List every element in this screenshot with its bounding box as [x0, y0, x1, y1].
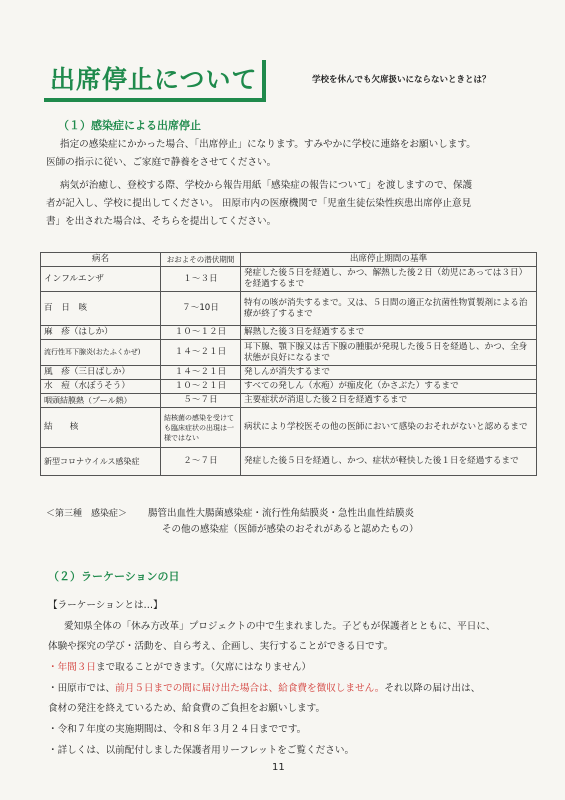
incubation-period: ７～10日: [161, 292, 241, 326]
page-title: 出席停止について: [50, 65, 258, 94]
incubation-period: ２～７日: [161, 448, 241, 476]
section1-line: 病気が治癒し、登校する際、学校から報告用紙「感染症の報告について」を渡しますので、保護: [60, 180, 473, 191]
page-number: 11: [272, 762, 285, 773]
table-row: [41, 448, 537, 476]
section1-line: 指定の感染症にかかった場合、「出席停止」になります。すみやかに学校に連絡をお願いします。: [60, 139, 476, 150]
section1-line: 書」を出された場合は、そちらを提出してください。: [46, 216, 277, 227]
suspension-criteria: すべての発しん（水疱）が痂皮化（かさぶた）するまで: [241, 380, 537, 394]
third-kind-label: ＜第三種 感染症＞: [46, 509, 128, 519]
table-row: [41, 394, 537, 408]
suspension-criteria: 特有の咳が消失するまで。又は、５日間の適正な抗菌性物質製剤による治療が終了するまで: [241, 292, 537, 326]
table-row: [41, 340, 537, 366]
disease-name: 新型コロナウイルス感染症: [41, 448, 161, 476]
section2-subheading: 【ラーケーションとは…】: [48, 600, 163, 611]
table-header: おおよその潜伏期間: [161, 253, 241, 267]
section2-paragraph: 体験や探究の学び・活動を、自ら考え、企画し、実行することができる日です。: [48, 641, 394, 652]
table-row: [41, 380, 537, 394]
section1-line: 者が記入し、学校に提出してください。 田原市内の医療機関で「児童生徒伝染性疾患出席停止意見: [46, 198, 472, 209]
table-header: 出席停止期間の基準: [241, 253, 537, 267]
highlight-text: ・年間３日: [48, 662, 96, 673]
table-header-row: [41, 253, 537, 267]
incubation-period: 結核菌の感染を受けても臨床症状の出現は一様ではない: [161, 408, 241, 448]
suspension-criteria: 解熱した後３日を経過するまで: [241, 326, 537, 340]
bullet-annual-days: ・年間３日まで取ることができます。（欠席にはなりません）: [48, 662, 312, 673]
incubation-period: １０～２１日: [161, 380, 241, 394]
third-kind-line: 腸管出血性大腸菌感染症・流行性角結膜炎・急性出血性結膜炎: [148, 508, 415, 519]
table-header: 病名: [41, 253, 161, 267]
disease-name: 水 痘（水ぼうそう）: [41, 380, 161, 394]
page-subtitle: 学校を休んでも欠席扱いにならないときとは？: [312, 75, 491, 85]
disease-name: インフルエンザ: [41, 267, 161, 292]
incubation-period: １４～２１日: [161, 366, 241, 380]
section2-paragraph: 愛知県全体の「休み方改革」プロジェクトの中で生まれました。子どもが保護者とともに、平日に、: [64, 621, 496, 632]
disease-name: 風 疹（三日ばしか）: [41, 366, 161, 380]
suspension-criteria: 発しんが消失するまで: [241, 366, 537, 380]
section1-line: 医師の指示に従い、ご家庭で静養をさせてください。: [46, 157, 277, 168]
table-row: [41, 366, 537, 380]
disease-name: 百 日 咳: [41, 292, 161, 326]
incubation-period: ５～７日: [161, 394, 241, 408]
highlight-text: 前月５日までの間に届け出た場合は、給食費を徴収しません。: [115, 683, 385, 694]
bullet-lunch-fee: ・田原市では、前月５日までの間に届け出た場合は、給食費を徴収しません。それ以降の届け出は、: [48, 683, 481, 694]
disease-table: [40, 252, 537, 476]
section2-heading: （２）ラーケーションの日: [48, 570, 180, 583]
table-row: [41, 292, 537, 326]
suspension-criteria: 発症した後５日を経過し、かつ、解熱した後２日（幼児にあっては３日）を経過するまで: [241, 267, 537, 292]
suspension-criteria: 耳下腺、顎下腺又は舌下腺の腫脹が発現した後５日を経過し、かつ、全身状態が良好になるまで: [241, 340, 537, 366]
third-kind-line: その他の感染症（医師が感染のおそれがあると認めたもの）: [162, 524, 419, 535]
disease-name: 結 核: [41, 408, 161, 448]
suspension-criteria: 病状により学校医その他の医師において感染のおそれがないと認めるまで: [241, 408, 537, 448]
bullet-period: ・令和７年度の実施期間は、令和８年３月２４日までです。: [48, 724, 307, 735]
disease-name: 咽頭結膜熱（プール熱）: [41, 394, 161, 408]
incubation-period: １０～１２日: [161, 326, 241, 340]
section1-heading: （１）感染症による出席停止: [58, 119, 201, 132]
incubation-period: １４～２１日: [161, 340, 241, 366]
disease-name: 麻 疹（はしか）: [41, 326, 161, 340]
bullet-lunch-fee-cont: 食材の発注を終えているため、給食費のご負担をお願いします。: [48, 703, 326, 714]
table-row: [41, 326, 537, 340]
incubation-period: １～３日: [161, 267, 241, 292]
disease-name: 流行性耳下腺炎(おたふくかぜ): [41, 340, 161, 366]
suspension-criteria: 発症した後５日を経過し、かつ、症状が軽快した後１日を経過するまで: [241, 448, 537, 476]
table-row: [41, 267, 537, 292]
table-row: [41, 408, 537, 448]
suspension-criteria: 主要症状が消退した後２日を経過するまで: [241, 394, 537, 408]
bullet-leaflet: ・詳しくは、以前配付しました保護者用リーフレットをご覧ください。: [48, 745, 355, 756]
